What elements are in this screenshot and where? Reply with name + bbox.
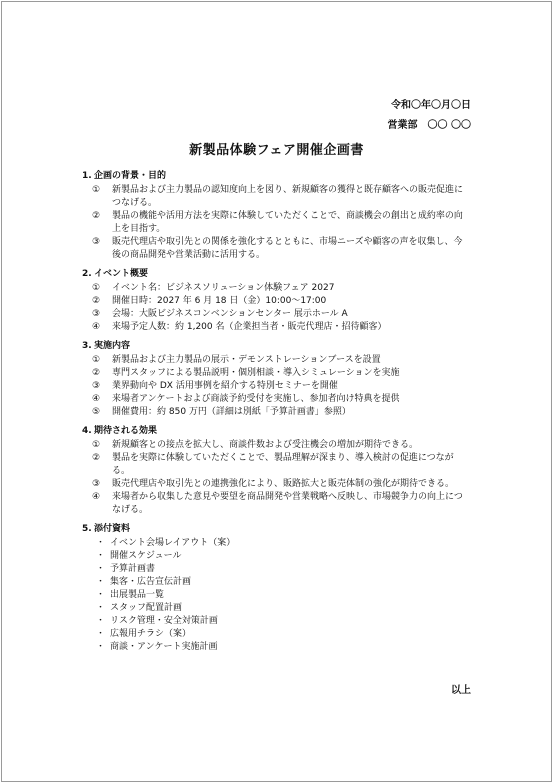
item-text: 製品を実際に体験していただくことで、製品理解が深まり、導入検討の促進につながる。: [112, 453, 454, 476]
item-number: ③: [92, 381, 101, 391]
list-item: [82, 321, 471, 334]
list-item: [82, 295, 471, 308]
attachment-item: [82, 641, 471, 654]
item-number: ③: [92, 479, 101, 489]
list-item: [82, 236, 471, 262]
document-page: [1, 1, 552, 782]
list-item: [82, 478, 471, 491]
author: 営業部 〇〇 〇〇: [387, 120, 471, 131]
section-heading-text: 企画の背景・目的: [94, 171, 167, 181]
attachment-text: スタッフ配置計画: [110, 603, 183, 613]
item-text: 新規顧客との接点を拡大し、商談件数および受注機会の増加が期待できる。: [112, 440, 419, 450]
item-number: ①: [92, 355, 101, 365]
closing-text: 以上: [451, 685, 471, 696]
attachment-item: [82, 550, 471, 563]
section-heading: [82, 425, 471, 438]
item-number: ③: [92, 237, 101, 247]
section-heading-text: イベント概要: [94, 269, 149, 279]
attachment-text: リスク管理・安全対策計画: [110, 616, 218, 626]
section-heading-text: 実施内容: [94, 341, 131, 351]
section-4: [82, 425, 471, 517]
section-number: 2.: [82, 269, 92, 279]
attachment-text: 集客・広告宣伝計画: [110, 577, 192, 587]
document-meta: [388, 96, 471, 136]
bullet-mark: ・: [96, 551, 106, 561]
attachment-item: [82, 628, 471, 641]
section-number: 3.: [82, 341, 92, 351]
section-number: 1.: [82, 171, 92, 181]
item-text: イベント名：ビジネスソリューション体験フェア 2027: [112, 283, 335, 293]
document-date: 令和〇年〇月〇日: [391, 100, 471, 111]
item-number: ①: [92, 440, 101, 450]
item-number: ④: [92, 394, 101, 404]
attachment-item: [82, 537, 471, 550]
item-number: ④: [92, 492, 101, 502]
section-heading: [82, 268, 471, 281]
bullet-mark: ・: [96, 577, 106, 587]
item-text: 来場予定人数：約 1,200 名（企業担当者・販売代理店・招待顧客）: [112, 322, 387, 332]
item-number: ②: [92, 211, 101, 221]
bullet-mark: ・: [96, 538, 106, 548]
document-title: 新製品体験フェア開催企画書: [189, 143, 364, 158]
item-text: 来場者から収集した意見や要望を商品開発や営業戦略へ反映し、市場競争力の向上につなげる。: [112, 492, 463, 515]
bullet-mark: ・: [96, 616, 106, 626]
attachment-text: 開催スケジュール: [110, 551, 182, 561]
item-number: ③: [92, 309, 101, 319]
section-heading: [82, 523, 471, 536]
attachment-text: 出展製品一覧: [110, 590, 165, 600]
item-text: 開催日時：2027 年 6 月 18 日（金）10:00～17:00: [112, 296, 327, 306]
list-item: [82, 282, 471, 295]
item-number: ⑤: [92, 407, 101, 417]
item-text: 新製品および主力製品の認知度向上を図り、新規顧客の獲得と既存顧客への販売促進につなげる。: [112, 185, 464, 208]
item-text: 製品の機能や活用方法を実際に体験していただくことで、商談機会の創出と成約率の向上を目指す。: [112, 211, 463, 234]
bullet-mark: ・: [96, 629, 106, 639]
attachment-text: 予算計画書: [110, 564, 156, 574]
section-3: [82, 340, 471, 419]
list-item: [82, 367, 471, 380]
section-5: [82, 523, 471, 654]
attachment-item: [82, 589, 471, 602]
list-item: [82, 354, 471, 367]
document-body: [82, 170, 471, 660]
section-2: [82, 268, 471, 334]
list-item: [82, 452, 471, 478]
list-item: [82, 184, 471, 210]
list-item: [82, 406, 471, 419]
item-number: ②: [92, 453, 101, 463]
list-item: [82, 210, 471, 236]
bullet-mark: ・: [96, 564, 106, 574]
section-number: 5.: [82, 524, 92, 534]
item-number: ②: [92, 368, 101, 378]
list-item: [82, 491, 471, 517]
item-number: ②: [92, 296, 101, 306]
section-1: [82, 170, 471, 262]
item-number: ①: [92, 283, 101, 293]
item-text: 専門スタッフによる製品説明・個別相談・導入シミュレーションを実施: [112, 368, 400, 378]
section-heading-text: 添付資料: [94, 524, 131, 534]
bullet-mark: ・: [96, 603, 106, 613]
attachment-text: イベント会場レイアウト（案）: [110, 538, 236, 548]
item-text: 販売代理店や取引先との連携強化により、販路拡大と販売体制の強化が期待できる。: [112, 479, 455, 489]
attachment-item: [82, 563, 471, 576]
item-text: 開催費用：約 850 万円（詳細は別紙「予算計画書」参照）: [112, 407, 351, 417]
section-heading: [82, 170, 471, 183]
attachment-text: 広報用チラシ（案）: [110, 629, 192, 639]
list-item: [82, 308, 471, 321]
bullet-mark: ・: [96, 642, 106, 652]
attachment-item: [82, 576, 471, 589]
item-text: 会場：大阪ビジネスコンベンションセンター 展示ホール A: [112, 309, 348, 319]
section-heading-text: 期待される効果: [94, 426, 158, 436]
item-text: 販売代理店や取引先との関係を強化するとともに、市場ニーズや顧客の声を収集し、今後の商品開発や営業活動に活用する。: [112, 237, 463, 260]
attachment-item: [82, 615, 471, 628]
item-text: 業界動向や DX 活用事例を紹介する特別セミナーを開催: [112, 381, 338, 391]
list-item: [82, 439, 471, 452]
list-item: [82, 380, 471, 393]
attachment-item: [82, 602, 471, 615]
item-number: ①: [92, 185, 101, 195]
bullet-mark: ・: [96, 590, 106, 600]
item-text: 新製品および主力製品の展示・デモンストレーションブースを設置: [112, 355, 381, 365]
section-number: 4.: [82, 426, 92, 436]
section-heading: [82, 340, 471, 353]
attachment-text: 商談・アンケート実施計画: [110, 642, 218, 652]
list-item: [82, 393, 471, 406]
item-number: ④: [92, 322, 101, 332]
item-text: 来場者アンケートおよび商談予約受付を実施し、参加者向け特典を提供: [112, 394, 400, 404]
